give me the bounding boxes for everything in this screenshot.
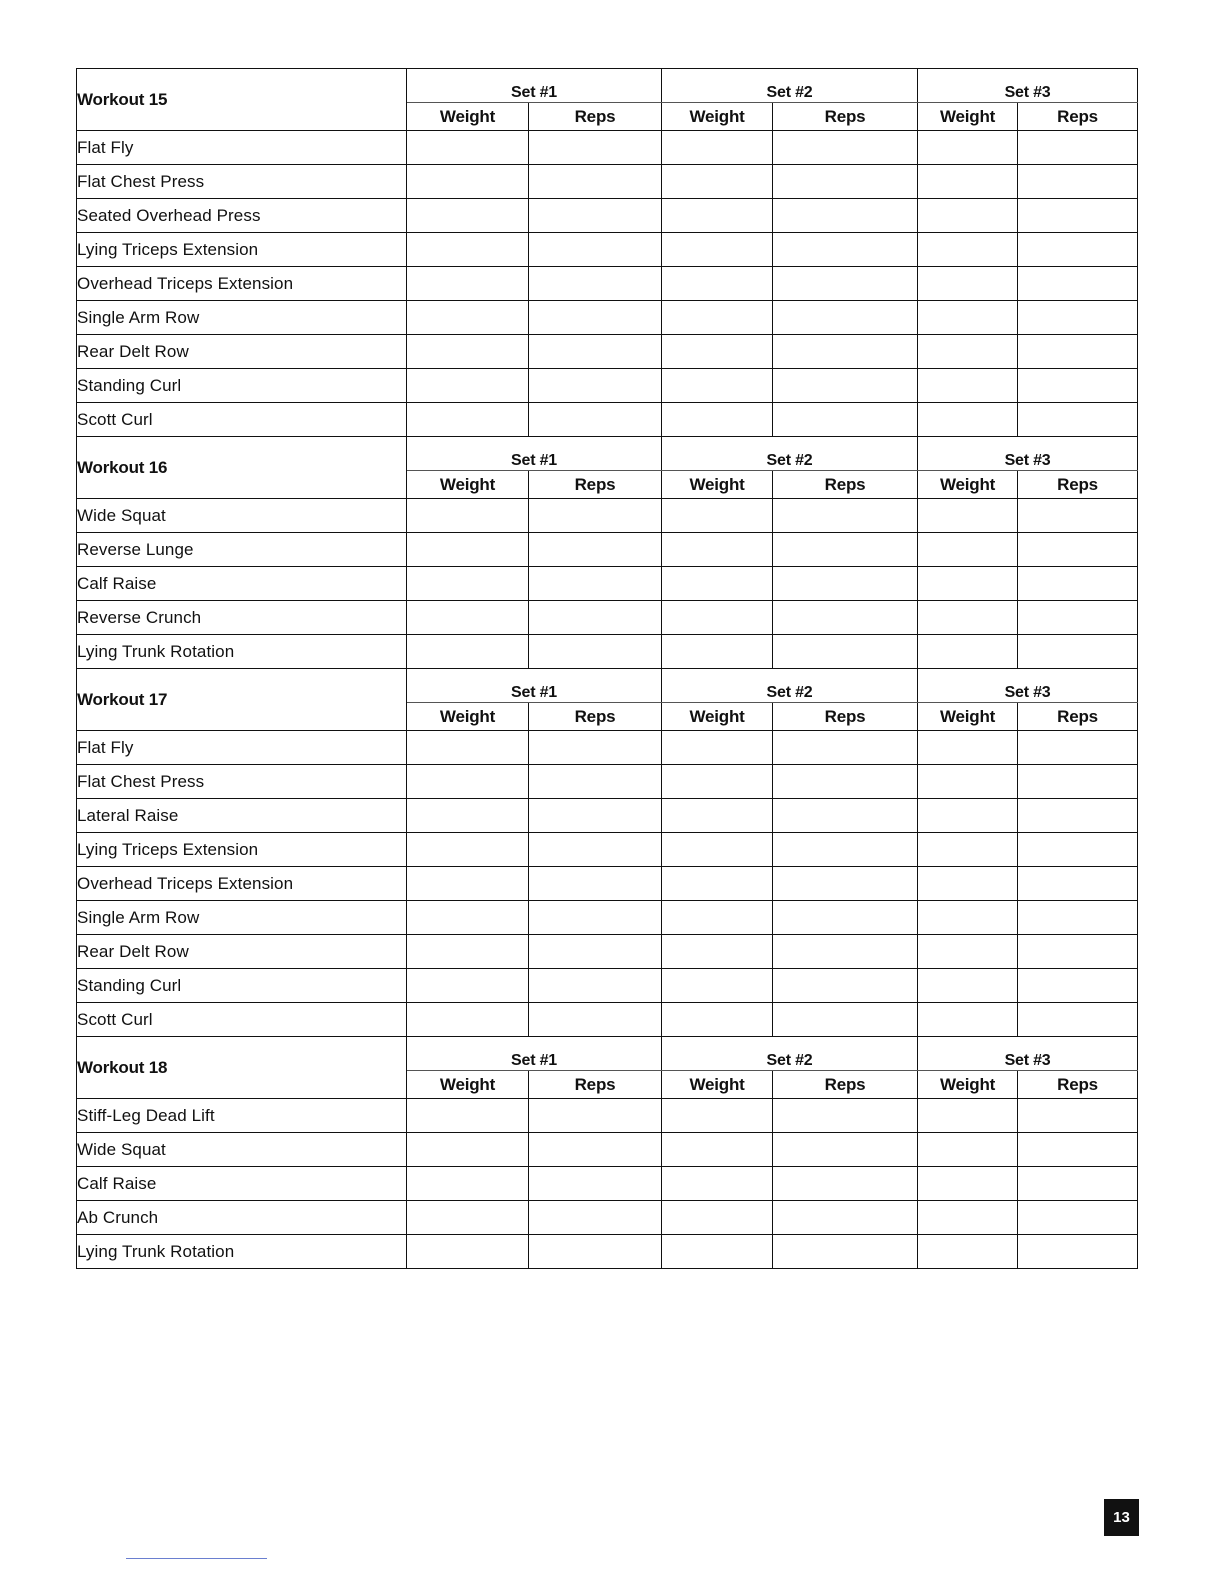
set-header-label: Set #2 [766,684,813,701]
exercise-name: Calf Raise [77,1167,407,1201]
reps-entry-cell[interactable] [1018,533,1138,567]
reps-entry-cell[interactable] [1018,1235,1138,1269]
exercise-name: Wide Squat [77,1133,407,1167]
exercise-name: Reverse Lunge [77,533,407,567]
weight-entry-cell[interactable] [407,969,529,1003]
reps-entry-cell[interactable] [1018,935,1138,969]
weight-entry-cell[interactable] [918,799,1018,833]
workout-log-sheet [76,68,1137,1269]
reps-entry-cell[interactable] [529,369,662,403]
workout-title: Workout 18 [77,1037,407,1099]
reps-column-header: Reps [773,103,918,131]
set-header-label: Set #1 [511,684,557,701]
weight-entry-cell[interactable] [407,731,529,765]
weight-entry-cell[interactable] [407,935,529,969]
reps-column-header: Reps [773,1071,918,1099]
weight-entry-cell[interactable] [407,533,529,567]
set-header [662,669,918,703]
reps-entry-cell[interactable] [1018,131,1138,165]
exercise-name: Rear Delt Row [77,335,407,369]
set-header-label: Set #3 [1004,84,1051,101]
reps-entry-cell[interactable] [773,765,918,799]
reps-entry-cell[interactable] [1018,199,1138,233]
reps-column-header: Reps [1018,1071,1138,1099]
weight-entry-cell[interactable] [662,1133,773,1167]
weight-entry-cell[interactable] [918,765,1018,799]
reps-entry-cell[interactable] [529,935,662,969]
reps-entry-cell[interactable] [773,601,918,635]
exercise-name: Ab Crunch [77,1201,407,1235]
set-header [407,669,662,703]
reps-entry-cell[interactable] [1018,601,1138,635]
reps-entry-cell[interactable] [529,1167,662,1201]
weight-entry-cell[interactable] [662,499,773,533]
weight-entry-cell[interactable] [918,1003,1018,1037]
exercise-name: Flat Fly [77,731,407,765]
reps-entry-cell[interactable] [1018,403,1138,437]
weight-entry-cell[interactable] [407,267,529,301]
reps-entry-cell[interactable] [773,369,918,403]
weight-entry-cell[interactable] [662,301,773,335]
reps-entry-cell[interactable] [773,1003,918,1037]
set-header [407,69,662,103]
weight-column-header: Weight [407,103,529,131]
reps-entry-cell[interactable] [1018,799,1138,833]
weight-entry-cell[interactable] [918,165,1018,199]
weight-entry-cell[interactable] [407,199,529,233]
reps-entry-cell[interactable] [529,1133,662,1167]
weight-entry-cell[interactable] [918,131,1018,165]
weight-column-header: Weight [662,103,773,131]
reps-entry-cell[interactable] [529,1099,662,1133]
reps-column-header: Reps [529,103,662,131]
reps-entry-cell[interactable] [773,1201,918,1235]
reps-entry-cell[interactable] [773,799,918,833]
set-header [407,1037,662,1071]
reps-entry-cell[interactable] [529,335,662,369]
set-header [662,69,918,103]
reps-entry-cell[interactable] [1018,731,1138,765]
weight-entry-cell[interactable] [662,1201,773,1235]
workout-log-table [76,68,1138,1269]
reps-column-header: Reps [1018,103,1138,131]
reps-entry-cell[interactable] [773,1099,918,1133]
weight-entry-cell[interactable] [662,901,773,935]
weight-entry-cell[interactable] [407,1201,529,1235]
weight-entry-cell[interactable] [918,233,1018,267]
reps-column-header: Reps [1018,471,1138,499]
set-header-label: Set #3 [1004,1052,1051,1069]
exercise-row [77,165,1138,199]
reps-entry-cell[interactable] [773,1133,918,1167]
weight-entry-cell[interactable] [662,867,773,901]
weight-entry-cell[interactable] [407,301,529,335]
reps-entry-cell[interactable] [773,867,918,901]
weight-entry-cell[interactable] [918,301,1018,335]
weight-entry-cell[interactable] [407,567,529,601]
exercise-row [77,233,1138,267]
weight-entry-cell[interactable] [407,799,529,833]
weight-entry-cell[interactable] [407,1003,529,1037]
set-header [918,1037,1138,1071]
weight-entry-cell[interactable] [407,165,529,199]
exercise-row [77,335,1138,369]
reps-entry-cell[interactable] [529,635,662,669]
set-header [918,437,1138,471]
exercise-row [77,1003,1138,1037]
reps-entry-cell[interactable] [1018,1099,1138,1133]
exercise-name: Lying Trunk Rotation [77,1235,407,1269]
weight-entry-cell[interactable] [407,403,529,437]
weight-entry-cell[interactable] [918,935,1018,969]
reps-column-header: Reps [773,703,918,731]
reps-entry-cell[interactable] [529,403,662,437]
exercise-row [77,1133,1138,1167]
reps-column-header: Reps [1018,703,1138,731]
reps-entry-cell[interactable] [1018,1167,1138,1201]
weight-entry-cell[interactable] [918,867,1018,901]
weight-entry-cell[interactable] [662,765,773,799]
reps-entry-cell[interactable] [773,499,918,533]
weight-entry-cell[interactable] [407,635,529,669]
reps-entry-cell[interactable] [1018,901,1138,935]
weight-entry-cell[interactable] [662,369,773,403]
weight-column-header: Weight [407,1071,529,1099]
set-header-label: Set #2 [766,84,813,101]
exercise-row [77,635,1138,669]
weight-column-header: Weight [662,703,773,731]
reps-column-header: Reps [529,1071,662,1099]
reps-entry-cell[interactable] [529,799,662,833]
exercise-name: Reverse Crunch [77,601,407,635]
exercise-name: Stiff-Leg Dead Lift [77,1099,407,1133]
weight-entry-cell[interactable] [662,233,773,267]
reps-entry-cell[interactable] [773,301,918,335]
reps-entry-cell[interactable] [773,131,918,165]
set-header [918,69,1138,103]
exercise-row [77,499,1138,533]
set-header [662,1037,918,1071]
exercise-name: Lateral Raise [77,799,407,833]
weight-entry-cell[interactable] [407,901,529,935]
weight-entry-cell[interactable] [918,567,1018,601]
reps-entry-cell[interactable] [1018,1133,1138,1167]
weight-entry-cell[interactable] [918,969,1018,1003]
exercise-name: Lying Trunk Rotation [77,635,407,669]
weight-entry-cell[interactable] [407,335,529,369]
reps-entry-cell[interactable] [1018,301,1138,335]
footer-rule [126,1558,267,1559]
reps-entry-cell[interactable] [773,969,918,1003]
weight-entry-cell[interactable] [407,233,529,267]
set-header-label: Set #3 [1004,452,1051,469]
weight-entry-cell[interactable] [662,731,773,765]
set-header-label: Set #2 [766,452,813,469]
reps-entry-cell[interactable] [529,731,662,765]
weight-column-header: Weight [918,703,1018,731]
exercise-name: Lying Triceps Extension [77,233,407,267]
reps-entry-cell[interactable] [773,335,918,369]
workout-header-row [77,437,1138,471]
exercise-row [77,301,1138,335]
set-header-label: Set #1 [511,452,557,469]
weight-entry-cell[interactable] [918,499,1018,533]
reps-column-header: Reps [529,471,662,499]
exercise-row [77,1099,1138,1133]
exercise-row [77,901,1138,935]
set-header-label: Set #2 [766,1052,813,1069]
reps-entry-cell[interactable] [529,233,662,267]
exercise-row [77,935,1138,969]
reps-entry-cell[interactable] [529,1235,662,1269]
reps-entry-cell[interactable] [529,901,662,935]
reps-entry-cell[interactable] [1018,969,1138,1003]
reps-entry-cell[interactable] [529,131,662,165]
reps-entry-cell[interactable] [529,533,662,567]
weight-entry-cell[interactable] [918,1201,1018,1235]
reps-column-header: Reps [773,471,918,499]
weight-entry-cell[interactable] [918,533,1018,567]
weight-entry-cell[interactable] [918,1235,1018,1269]
reps-entry-cell[interactable] [773,567,918,601]
exercise-name: Scott Curl [77,1003,407,1037]
reps-entry-cell[interactable] [1018,867,1138,901]
exercise-name: Standing Curl [77,969,407,1003]
reps-entry-cell[interactable] [773,901,918,935]
reps-entry-cell[interactable] [773,533,918,567]
exercise-name: Flat Chest Press [77,765,407,799]
weight-column-header: Weight [662,471,773,499]
exercise-name: Single Arm Row [77,301,407,335]
weight-entry-cell[interactable] [918,1099,1018,1133]
weight-column-header: Weight [407,703,529,731]
weight-column-header: Weight [918,471,1018,499]
reps-entry-cell[interactable] [773,935,918,969]
weight-entry-cell[interactable] [918,833,1018,867]
workout-title: Workout 17 [77,669,407,731]
reps-entry-cell[interactable] [529,165,662,199]
reps-entry-cell[interactable] [1018,635,1138,669]
reps-entry-cell[interactable] [1018,233,1138,267]
exercise-name: Wide Squat [77,499,407,533]
weight-entry-cell[interactable] [407,867,529,901]
weight-column-header: Weight [662,1071,773,1099]
weight-entry-cell[interactable] [407,1099,529,1133]
weight-entry-cell[interactable] [662,335,773,369]
exercise-name: Single Arm Row [77,901,407,935]
reps-entry-cell[interactable] [529,1003,662,1037]
exercise-row [77,199,1138,233]
weight-entry-cell[interactable] [918,901,1018,935]
exercise-row [77,833,1138,867]
reps-entry-cell[interactable] [1018,765,1138,799]
reps-entry-cell[interactable] [773,731,918,765]
exercise-name: Standing Curl [77,369,407,403]
workout-title: Workout 15 [77,69,407,131]
exercise-row [77,1235,1138,1269]
weight-entry-cell[interactable] [662,833,773,867]
weight-entry-cell[interactable] [918,199,1018,233]
reps-column-header: Reps [529,703,662,731]
weight-entry-cell[interactable] [918,1133,1018,1167]
workout-header-row [77,669,1138,703]
exercise-row [77,131,1138,165]
exercise-name: Seated Overhead Press [77,199,407,233]
exercise-row [77,601,1138,635]
reps-entry-cell[interactable] [529,969,662,1003]
exercise-row [77,799,1138,833]
reps-entry-cell[interactable] [773,267,918,301]
weight-entry-cell[interactable] [662,1235,773,1269]
reps-entry-cell[interactable] [1018,1201,1138,1235]
exercise-name: Flat Fly [77,131,407,165]
workout-header-row [77,1037,1138,1071]
exercise-row [77,567,1138,601]
reps-entry-cell[interactable] [773,833,918,867]
exercise-name: Rear Delt Row [77,935,407,969]
exercise-row [77,533,1138,567]
weight-entry-cell[interactable] [662,1003,773,1037]
reps-entry-cell[interactable] [1018,1003,1138,1037]
reps-entry-cell[interactable] [529,1201,662,1235]
reps-entry-cell[interactable] [529,867,662,901]
exercise-name: Overhead Triceps Extension [77,867,407,901]
weight-entry-cell[interactable] [918,731,1018,765]
weight-entry-cell[interactable] [407,131,529,165]
weight-entry-cell[interactable] [407,601,529,635]
weight-column-header: Weight [918,1071,1018,1099]
weight-entry-cell[interactable] [662,601,773,635]
weight-entry-cell[interactable] [662,131,773,165]
weight-entry-cell[interactable] [662,199,773,233]
weight-entry-cell[interactable] [407,833,529,867]
reps-entry-cell[interactable] [529,199,662,233]
weight-entry-cell[interactable] [918,267,1018,301]
reps-entry-cell[interactable] [773,165,918,199]
reps-entry-cell[interactable] [1018,499,1138,533]
weight-entry-cell[interactable] [918,601,1018,635]
exercise-row [77,369,1138,403]
exercise-name: Calf Raise [77,567,407,601]
weight-entry-cell[interactable] [918,369,1018,403]
exercise-row [77,1201,1138,1235]
page-number: 13 [1104,1499,1139,1536]
weight-entry-cell[interactable] [407,369,529,403]
reps-entry-cell[interactable] [1018,335,1138,369]
weight-entry-cell[interactable] [407,1167,529,1201]
exercise-name: Lying Triceps Extension [77,833,407,867]
exercise-row [77,731,1138,765]
exercise-row [77,267,1138,301]
reps-entry-cell[interactable] [773,233,918,267]
exercise-row [77,403,1138,437]
weight-entry-cell[interactable] [918,1167,1018,1201]
set-header-label: Set #1 [511,1052,557,1069]
reps-entry-cell[interactable] [773,635,918,669]
weight-entry-cell[interactable] [407,765,529,799]
set-header [918,669,1138,703]
reps-entry-cell[interactable] [1018,369,1138,403]
reps-entry-cell[interactable] [529,267,662,301]
reps-entry-cell[interactable] [1018,567,1138,601]
reps-entry-cell[interactable] [773,403,918,437]
exercise-name: Flat Chest Press [77,165,407,199]
set-header [407,437,662,471]
weight-entry-cell[interactable] [918,335,1018,369]
weight-entry-cell[interactable] [662,1167,773,1201]
weight-entry-cell[interactable] [407,1133,529,1167]
workout-title: Workout 16 [77,437,407,499]
reps-entry-cell[interactable] [1018,267,1138,301]
reps-entry-cell[interactable] [1018,833,1138,867]
weight-entry-cell[interactable] [662,969,773,1003]
reps-entry-cell[interactable] [1018,165,1138,199]
reps-entry-cell[interactable] [773,1167,918,1201]
reps-entry-cell[interactable] [773,199,918,233]
reps-entry-cell[interactable] [529,833,662,867]
weight-entry-cell[interactable] [662,403,773,437]
set-header-label: Set #1 [511,84,557,101]
weight-column-header: Weight [918,103,1018,131]
weight-entry-cell[interactable] [918,635,1018,669]
reps-entry-cell[interactable] [773,1235,918,1269]
reps-entry-cell[interactable] [529,499,662,533]
reps-entry-cell[interactable] [529,567,662,601]
weight-entry-cell[interactable] [662,267,773,301]
exercise-row [77,969,1138,1003]
exercise-name: Scott Curl [77,403,407,437]
exercise-row [77,1167,1138,1201]
set-header [662,437,918,471]
weight-column-header: Weight [407,471,529,499]
weight-entry-cell[interactable] [662,1099,773,1133]
exercise-row [77,765,1138,799]
weight-entry-cell[interactable] [662,567,773,601]
exercise-row [77,867,1138,901]
weight-entry-cell[interactable] [662,635,773,669]
weight-entry-cell[interactable] [662,533,773,567]
set-header-label: Set #3 [1004,684,1051,701]
workout-header-row [77,69,1138,103]
reps-entry-cell[interactable] [529,301,662,335]
weight-entry-cell[interactable] [662,935,773,969]
weight-entry-cell[interactable] [407,499,529,533]
reps-entry-cell[interactable] [529,601,662,635]
weight-entry-cell[interactable] [407,1235,529,1269]
weight-entry-cell[interactable] [662,165,773,199]
weight-entry-cell[interactable] [662,799,773,833]
weight-entry-cell[interactable] [918,403,1018,437]
exercise-name: Overhead Triceps Extension [77,267,407,301]
reps-entry-cell[interactable] [529,765,662,799]
